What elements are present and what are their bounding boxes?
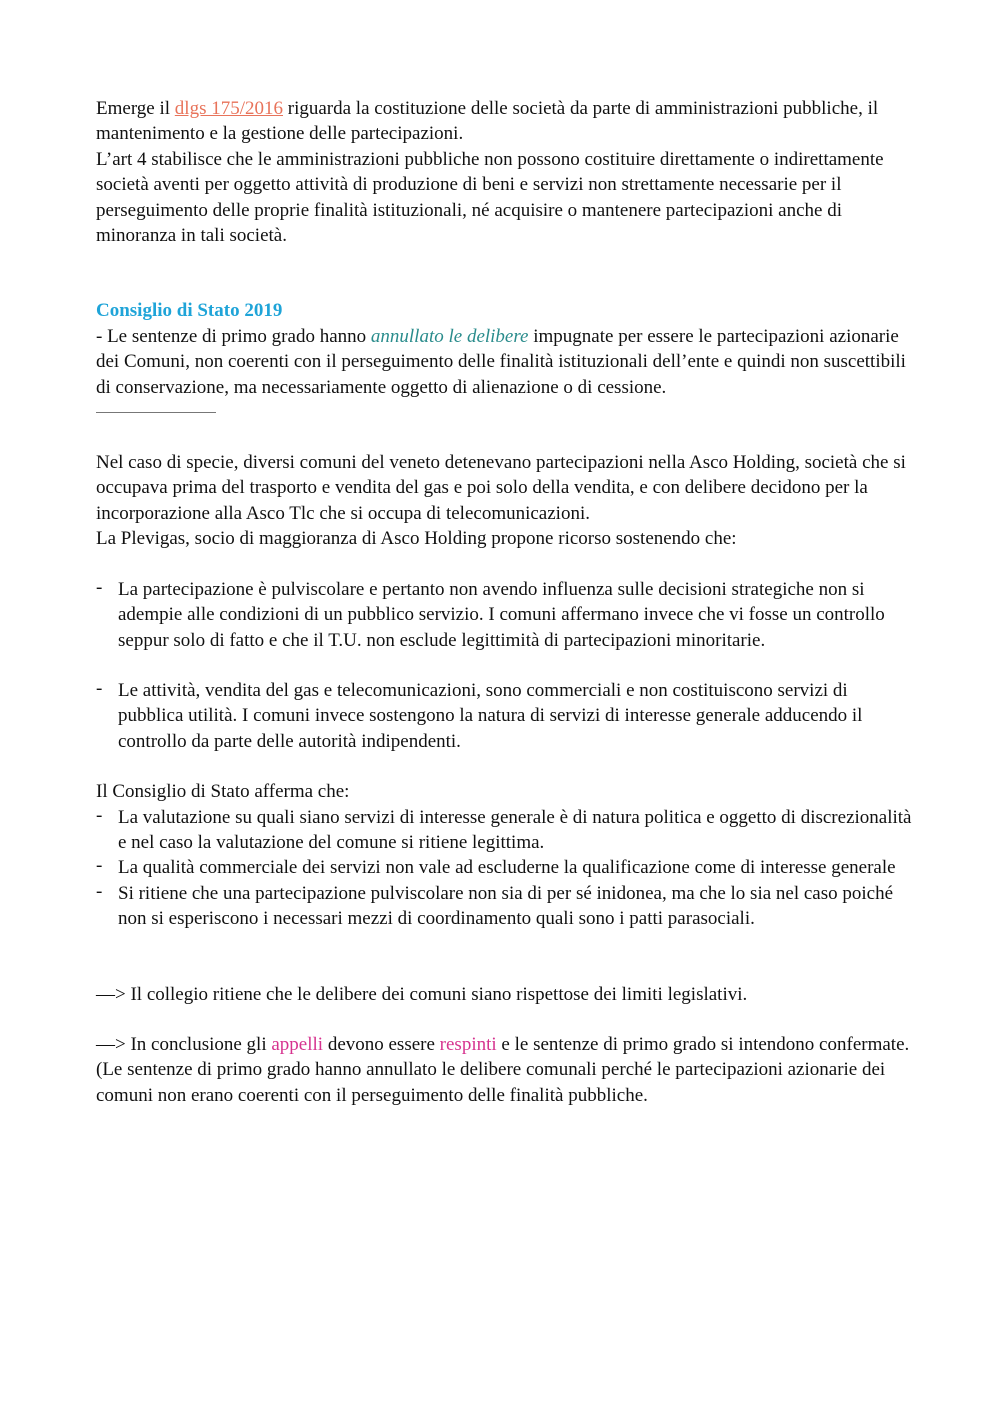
dash-bullet: -	[96, 677, 103, 699]
separator-line	[96, 412, 216, 413]
verdict-paragraph: —> Il collegio ritiene che le delibere dei comuni siano rispettose dei limiti legislativi.	[96, 983, 748, 1005]
law-link[interactable]: dlgs 175/2016	[174, 98, 283, 119]
dash-bullet: -	[96, 855, 103, 877]
list-item	[96, 805, 916, 856]
dash-bullet: -	[96, 576, 103, 598]
dash-bullet: -	[96, 804, 103, 826]
spacer	[96, 1007, 916, 1032]
plevigas-paragraph: La Plevigas, socio di maggioranza di Asco Holding propone ricorso sostenendo che:	[96, 528, 737, 550]
spacer	[96, 552, 916, 577]
conclusion-post: e le sentenze di primo grado si intendono confermate. (Le sentenze di primo grado hanno annullato le delibere comunali perché le partecipazioni azionarie dei comuni non erano coerenti con il perseguimento delle finalità pubbliche.	[96, 1033, 910, 1106]
conclusion-pre: —> In conclusione gli	[96, 1033, 272, 1055]
list-item	[96, 678, 916, 754]
case-paragraph: Nel caso di specie, diversi comuni del veneto detenevano partecipazioni nella Asco Holding, società che si occupava prima del trasporto e vendita del gas e poi solo della vendita, e con delibere decidono per la incorporazione alla Asco Tlc che si occupa di telecomunicazioni.	[96, 452, 906, 524]
claims-list	[96, 577, 916, 754]
list-item	[96, 855, 916, 880]
council-point-text: La qualità commerciale dei servizi non vale ad escluderne la qualificazione come di interesse generale	[118, 857, 896, 879]
council-point-text: Si ritiene che una partecipazione pulviscolare non sia di per sé inidonea, ma che lo sia nel caso poiché non si esperiscono i necessari mezzi di coordinamento quali sono i patti parasociali.	[118, 882, 894, 930]
intro-pre-link: Emerge il	[96, 98, 175, 119]
council-point-text: La valutazione su quali siano servizi di interesse generale è di natura politica e oggetto di discrezionalità e nel caso la valutazione del comune si ritiene legittima.	[118, 806, 912, 853]
conclusion-mid: devono essere	[323, 1033, 440, 1055]
council-list	[96, 805, 916, 932]
list-item	[96, 577, 916, 653]
summary-italic: annullato le delibere	[370, 325, 529, 347]
conclusion-paragraph	[96, 1032, 916, 1108]
highlight-appelli: appelli	[271, 1033, 324, 1055]
section-heading: Consiglio di Stato 2019	[96, 300, 283, 322]
list-item	[96, 881, 916, 932]
art4-paragraph: L’art 4 stabilisce che le amministrazioni pubbliche non possono costituire direttamente o indirettamente società aventi per oggetto attività di produzione di beni e servizi non strettamente necessarie per il perseguimento delle proprie finalità istituzionali, né acquisire o mantenere partecipazioni anche di minoranza in tali società.	[96, 148, 884, 247]
intro-paragraph	[96, 96, 916, 147]
spacer	[96, 754, 916, 779]
claim-text: La partecipazione è pulviscolare e pertanto non avendo influenza sulle decisioni strategiche non si adempie alle condizioni di un pubblico servizio. I comuni affermano invece che vi fosse un controllo seppur solo di fatto e che il T.U. non esclude legittimità di partecipazioni minoritarie.	[118, 578, 885, 651]
spacer	[96, 932, 916, 982]
spacer	[96, 248, 916, 298]
council-intro: Il Consiglio di Stato afferma che:	[96, 781, 350, 803]
spacer	[96, 425, 916, 450]
summary-post: impugnate per essere le partecipazioni azionarie dei Comuni, non coerenti con il perseguimento delle finalità istituzionali dell’ente e quindi non suscettibili di conservazione, ma necessariamente oggetto di alienazione o di cessione.	[96, 325, 906, 398]
highlight-respinti: respinti	[439, 1033, 497, 1055]
summary-pre: - Le sentenze di primo grado hanno	[96, 325, 371, 347]
intro-post-link: riguarda la costituzione delle società da parte di amministrazioni pubbliche, il mantenimento e la gestione delle partecipazioni.	[96, 98, 879, 145]
document-page	[96, 96, 916, 1108]
dash-bullet: -	[96, 880, 103, 902]
summary-paragraph	[96, 324, 916, 400]
claim-text: Le attività, vendita del gas e telecomunicazioni, sono commerciali e non costituiscono servizi di pubblica utilità. I comuni invece sostengono la natura di servizi di interesse generale adducendo il controllo da parte delle autorità indipendenti.	[118, 679, 863, 752]
